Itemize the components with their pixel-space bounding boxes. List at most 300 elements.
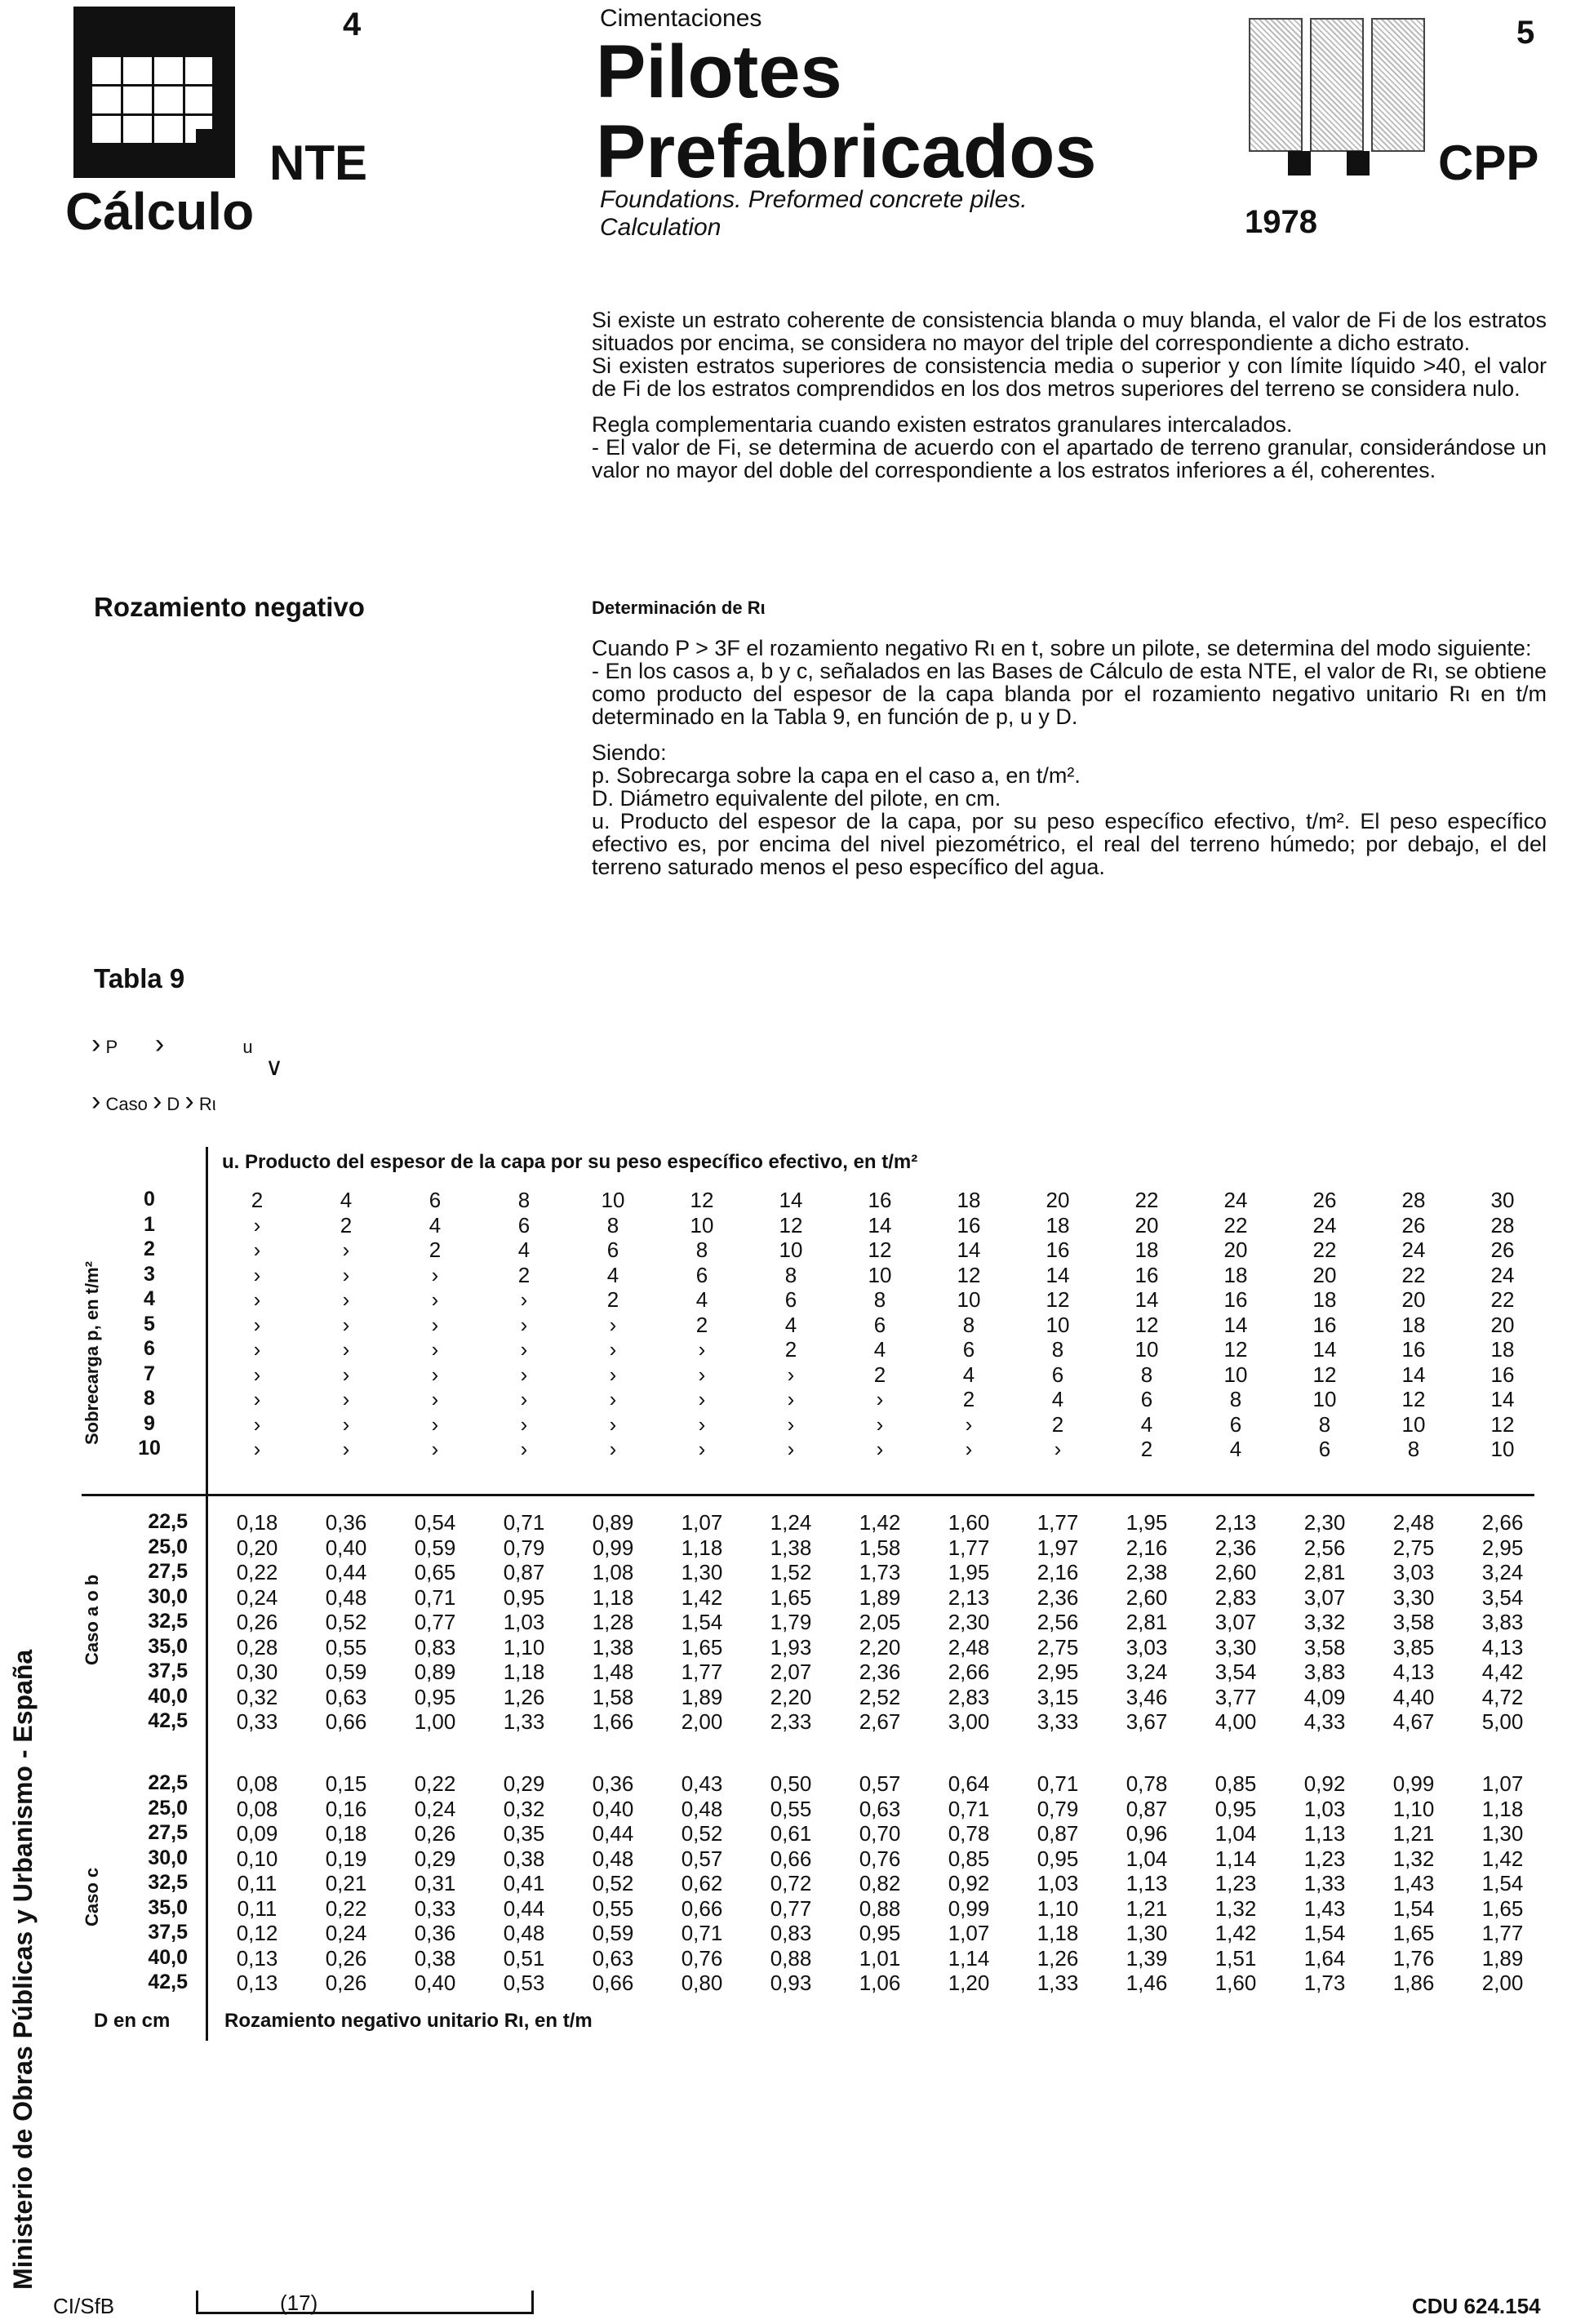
table-cell: 0,13 — [236, 1971, 278, 1995]
table-cell: 1,26 — [503, 1684, 545, 1709]
table-cell: 1,03 — [1303, 1796, 1346, 1821]
table-cell: 2,13 — [948, 1584, 990, 1610]
table-cell: 8 — [1051, 1337, 1064, 1362]
table-cell: 0,77 — [770, 1895, 812, 1921]
table-cell: 3,24 — [1481, 1560, 1524, 1584]
table-cell: 0,18 — [236, 1510, 278, 1535]
table-cell: 0,26 — [236, 1610, 278, 1634]
table-cell: 8 — [517, 1188, 531, 1212]
table-cell: 0,33 — [236, 1709, 278, 1734]
table-cell: 2,30 — [948, 1610, 990, 1634]
table-cell: › — [698, 1411, 706, 1437]
table-cell: 4,13 — [1481, 1634, 1524, 1660]
table-cell: 22 — [1134, 1188, 1159, 1212]
table-cell: 1,33 — [503, 1709, 545, 1734]
table-cell: › — [876, 1387, 884, 1411]
cisfb: CI/SfB — [53, 2294, 115, 2318]
intro-p2: Si existen estratos superiores de consistencia media o superior y con límite líquido >40, el valor de Fi de los estratos comprendidos en los dos metros superiores del terreno se considera nulo. — [592, 353, 1547, 401]
table-cell: 3,07 — [1303, 1584, 1346, 1610]
table-cell: 1,23 — [1303, 1846, 1346, 1871]
subtitle-line2: Calculation — [600, 214, 721, 241]
table-cell: 0,54 — [414, 1510, 456, 1535]
table-cell: 20 — [1401, 1287, 1426, 1312]
table-cell: 2 — [251, 1188, 264, 1212]
row-label: 2 — [144, 1238, 155, 1260]
table-cell: › — [520, 1411, 528, 1437]
row-label: 25,0 — [148, 1796, 188, 1820]
table-cell: › — [520, 1337, 528, 1362]
table-cell: 1,18 — [592, 1584, 634, 1610]
table-cell: 0,52 — [592, 1871, 634, 1895]
page-number-left: 4 — [343, 7, 362, 42]
table-cell: › — [698, 1337, 706, 1362]
table-cell: 22 — [1401, 1262, 1426, 1287]
table-cell: 2,38 — [1125, 1560, 1168, 1584]
table-cell: 14 — [1312, 1337, 1337, 1362]
table-cell: 6 — [1140, 1387, 1153, 1411]
table-cell: 4 — [1229, 1437, 1242, 1461]
table-cell: 0,92 — [948, 1871, 990, 1895]
table-cell: 1,32 — [1214, 1895, 1257, 1921]
table-cell: 0,53 — [503, 1971, 545, 1995]
table-cell: 10 — [1223, 1362, 1248, 1387]
table-cell: 12 — [957, 1262, 981, 1287]
row-label: 40,0 — [148, 1684, 188, 1708]
table-cell: 4,00 — [1214, 1709, 1257, 1734]
table-cell: › — [787, 1437, 795, 1461]
table-cell: 4,33 — [1303, 1709, 1346, 1734]
table-cell: 4 — [340, 1188, 353, 1212]
table-cell: › — [342, 1312, 350, 1337]
table-cell: 3,03 — [1125, 1634, 1168, 1660]
table-cell: 2,66 — [1481, 1510, 1524, 1535]
table-cell: 0,48 — [681, 1796, 723, 1821]
table-cell: 1,60 — [948, 1510, 990, 1535]
table-cell: 0,99 — [1392, 1771, 1435, 1796]
table-cell: 2 — [1140, 1437, 1153, 1461]
table-cell: 8 — [695, 1238, 708, 1262]
table-cell: 8 — [784, 1262, 797, 1287]
table-cell: 2,05 — [859, 1610, 901, 1634]
row-label: 7 — [144, 1362, 155, 1385]
row-label: 37,5 — [148, 1921, 188, 1944]
table-cell: › — [698, 1387, 706, 1411]
table-cell: › — [342, 1411, 350, 1437]
table-cell: 0,95 — [859, 1921, 901, 1945]
table-cell: 1,42 — [1481, 1846, 1524, 1871]
table-cell: 10 — [957, 1287, 981, 1312]
table-cell: 0,66 — [592, 1971, 634, 1995]
section-calculo: Cálculo — [65, 182, 255, 241]
table-cell: 0,11 — [237, 1871, 277, 1895]
table-cell: 2,36 — [1214, 1535, 1257, 1560]
table-cell: 3,46 — [1125, 1684, 1168, 1709]
table-cell: 0,80 — [681, 1971, 723, 1995]
table-cell: 1,66 — [592, 1709, 634, 1734]
row-label: 5 — [144, 1312, 155, 1335]
table-cell: 3,32 — [1303, 1610, 1346, 1634]
table-cell: 18 — [1046, 1212, 1070, 1238]
table-cell: 0,08 — [236, 1796, 278, 1821]
table-divider-vertical — [206, 1147, 208, 2041]
table-cell: 0,95 — [1037, 1846, 1079, 1871]
table-cell: 2,56 — [1037, 1610, 1079, 1634]
table-cell: › — [609, 1387, 617, 1411]
table-cell: 0,31 — [414, 1871, 456, 1895]
footer-r: Rozamiento negativo unitario Rι, en t/m — [224, 2010, 593, 2032]
ministry-label: Ministerio de Obras Públicas y Urbanismo - España — [8, 1649, 38, 2290]
table-cell: 6 — [428, 1188, 442, 1212]
table-cell: › — [520, 1437, 528, 1461]
cisfb-box — [196, 2291, 534, 2314]
table-cell: 6 — [1229, 1411, 1242, 1437]
table-cell: 0,19 — [325, 1846, 367, 1871]
table-cell: 0,24 — [236, 1584, 278, 1610]
table-cell: 10 — [1401, 1411, 1426, 1437]
table-cell: 0,50 — [770, 1771, 812, 1796]
table-cell: 2,81 — [1303, 1560, 1346, 1584]
side-heading-rozamiento: Rozamiento negativo — [94, 592, 365, 622]
table-cell: 22 — [1223, 1212, 1248, 1238]
row-label: 30,0 — [148, 1846, 188, 1869]
table-cell: › — [698, 1437, 706, 1461]
table-cell: 3,83 — [1481, 1610, 1524, 1634]
table-cell: 2 — [873, 1362, 886, 1387]
label-sobrecarga: Sobrecarga p, en t/m² — [82, 1261, 102, 1445]
table-cell: 30 — [1490, 1188, 1515, 1212]
row-label: 37,5 — [148, 1660, 188, 1682]
table-cell: 3,33 — [1037, 1709, 1079, 1734]
table-cell: 18 — [1312, 1287, 1337, 1312]
table-cell: 0,26 — [325, 1971, 367, 1995]
table-cell: 1,08 — [592, 1560, 634, 1584]
table-cell: 0,44 — [592, 1821, 634, 1846]
table-cell: 3,15 — [1037, 1684, 1079, 1709]
table-cell: › — [520, 1312, 528, 1337]
table-cell: 0,63 — [325, 1684, 367, 1709]
table-cell: 0,83 — [414, 1634, 456, 1660]
title-line2: Prefabricados — [596, 110, 1097, 193]
table-cell: › — [520, 1287, 528, 1312]
row-label: 42,5 — [148, 1709, 188, 1732]
table-cell: › — [965, 1411, 973, 1437]
table-cell: 2,36 — [859, 1660, 901, 1684]
table-cell: 0,26 — [414, 1821, 456, 1846]
table-cell: 1,89 — [1481, 1945, 1524, 1971]
table-cell: 24 — [1312, 1212, 1337, 1238]
row-label: 35,0 — [148, 1895, 188, 1919]
table-cell: 24 — [1401, 1238, 1426, 1262]
table-cell: › — [431, 1337, 439, 1362]
table-cell: › — [342, 1287, 350, 1312]
table-cell: › — [431, 1312, 439, 1337]
table-cell: 3,07 — [1214, 1610, 1257, 1634]
table-cell: 2,16 — [1037, 1560, 1079, 1584]
table-cell: 2,60 — [1125, 1584, 1168, 1610]
table-cell: 0,64 — [948, 1771, 990, 1796]
table-cell: › — [431, 1387, 439, 1411]
table-cell: 2 — [695, 1312, 708, 1337]
table-cell: 0,22 — [414, 1771, 456, 1796]
table-cell: 1,10 — [1037, 1895, 1079, 1921]
table-cell: 0,88 — [859, 1895, 901, 1921]
def-p: p. Sobrecarga sobre la capa en el caso a, en t/m². — [592, 763, 1081, 788]
table-cell: 1,42 — [859, 1510, 901, 1535]
table-cell: 8 — [1140, 1362, 1153, 1387]
table-cell: 12 — [1223, 1337, 1248, 1362]
arrow-icon: › — [91, 1029, 101, 1060]
def-d: D. Diámetro equivalente del pilote, en cm. — [592, 786, 1001, 811]
table-cell: 0,15 — [325, 1771, 367, 1796]
diagram-caso: Caso — [105, 1094, 148, 1114]
table-cell: 1,38 — [592, 1634, 634, 1660]
table-cell: 0,59 — [325, 1660, 367, 1684]
table-cell: 20 — [1223, 1238, 1248, 1262]
table-cell: 6 — [606, 1238, 619, 1262]
table-cell: 1,86 — [1392, 1971, 1435, 1995]
table-cell: 0,57 — [681, 1846, 723, 1871]
table-cell: 0,48 — [592, 1846, 634, 1871]
table-cell: 1,26 — [1037, 1945, 1079, 1971]
table-cell: 4,72 — [1481, 1684, 1524, 1709]
table-divider-horizontal — [82, 1494, 1534, 1496]
table-cell: 24 — [1490, 1262, 1515, 1287]
table-cell: 2,48 — [948, 1634, 990, 1660]
row-label: 6 — [144, 1337, 155, 1360]
table-cell: › — [431, 1437, 439, 1461]
code-cpp: CPP — [1438, 136, 1539, 190]
table-cell: 0,72 — [770, 1871, 812, 1895]
table-cell: › — [787, 1411, 795, 1437]
table-cell: 1,01 — [859, 1945, 901, 1971]
table-cell: 20 — [1134, 1212, 1159, 1238]
footer-d: D en cm — [94, 2010, 171, 2032]
table-cell: 28 — [1401, 1188, 1426, 1212]
table-cell: 1,42 — [1214, 1921, 1257, 1945]
table-cell: 10 — [1046, 1312, 1070, 1337]
table-cell: 1,10 — [1392, 1796, 1435, 1821]
row-label: 32,5 — [148, 1871, 188, 1894]
table-cell: 2,52 — [859, 1684, 901, 1709]
row-label: 3 — [144, 1262, 155, 1286]
table-cell: 1,04 — [1125, 1846, 1168, 1871]
table-cell: › — [609, 1362, 617, 1387]
table-cell: 1,79 — [770, 1610, 812, 1634]
table-cell: 1,07 — [681, 1510, 723, 1535]
table-cell: › — [253, 1287, 261, 1312]
table-cell: 0,63 — [859, 1796, 901, 1821]
intro-text — [592, 309, 1547, 482]
table-cell: 26 — [1312, 1188, 1337, 1212]
table-cell: 0,55 — [770, 1796, 812, 1821]
table-cell: › — [431, 1362, 439, 1387]
table-cell: 1,93 — [770, 1634, 812, 1660]
table-cell: 1,18 — [681, 1535, 723, 1560]
table-cell: 18 — [1223, 1262, 1248, 1287]
row-label: 27,5 — [148, 1821, 188, 1844]
table-cell: 3,77 — [1214, 1684, 1257, 1709]
table-cell: 0,40 — [592, 1796, 634, 1821]
table-cell: 4,67 — [1392, 1709, 1435, 1734]
table-cell: › — [253, 1212, 261, 1238]
table-cell: 3,85 — [1392, 1634, 1435, 1660]
table-cell: 0,95 — [503, 1584, 545, 1610]
table-cell: 1,07 — [1481, 1771, 1524, 1796]
table-cell: 0,59 — [414, 1535, 456, 1560]
table-cell: 0,35 — [503, 1821, 545, 1846]
table-cell: 1,13 — [1303, 1821, 1346, 1846]
pile-head-icon — [1288, 151, 1311, 176]
table-cell: 16 — [1046, 1238, 1070, 1262]
table-cell: 1,65 — [1392, 1921, 1435, 1945]
label-caso-c: Caso c — [82, 1867, 102, 1926]
category: Cimentaciones — [600, 5, 762, 32]
table-cell: 0,52 — [681, 1821, 723, 1846]
table-cell: 0,36 — [325, 1510, 367, 1535]
table-cell: 2 — [1051, 1411, 1064, 1437]
table-cell: › — [342, 1437, 350, 1461]
table-cell: › — [431, 1287, 439, 1312]
table-cell: 1,43 — [1303, 1895, 1346, 1921]
table-cell: 18 — [957, 1188, 981, 1212]
table-cell: 4 — [1051, 1387, 1064, 1411]
table-cell: 2 — [517, 1262, 531, 1287]
table-cell: 12 — [690, 1188, 714, 1212]
table-cell: 0,66 — [325, 1709, 367, 1734]
table-cell: › — [876, 1437, 884, 1461]
table-cell: 6 — [1051, 1362, 1064, 1387]
table-cell: 2,48 — [1392, 1510, 1435, 1535]
table-cell: 1,54 — [681, 1610, 723, 1634]
table-cell: 1,64 — [1303, 1945, 1346, 1971]
section-text — [592, 637, 1547, 878]
table-cell: 0,89 — [592, 1510, 634, 1535]
table-cell: 1,58 — [592, 1684, 634, 1709]
table-cell: 22 — [1312, 1238, 1337, 1262]
table-cell: 1,18 — [1481, 1796, 1524, 1821]
row-label: 4 — [144, 1287, 155, 1310]
table-cell: 14 — [1134, 1287, 1159, 1312]
def-u: u. Producto del espesor de la capa, por su peso específico efectivo, t/m². El peso específico efectivo es, por encima del nivel piezométrico, el real del terreno húmedo; por debajo, el del terreno saturado menos el peso específico del agua. — [592, 809, 1547, 879]
table-cell: 0,76 — [859, 1846, 901, 1871]
table-cell: 8 — [873, 1287, 886, 1312]
table-cell: 1,73 — [1303, 1971, 1346, 1995]
cdu: CDU 624.154 — [1412, 2294, 1541, 2318]
table-cell: 2,56 — [1303, 1535, 1346, 1560]
table-cell: 0,28 — [236, 1634, 278, 1660]
arrow-icon: › — [184, 1086, 194, 1117]
table-cell: 1,54 — [1392, 1895, 1435, 1921]
row-label: 8 — [144, 1387, 155, 1410]
table-cell: 1,65 — [681, 1634, 723, 1660]
table-cell: 14 — [1401, 1362, 1426, 1387]
table-cell: › — [253, 1387, 261, 1411]
pile-head-icon — [1347, 151, 1370, 176]
table-cell: 0,08 — [236, 1771, 278, 1796]
table-cell: 1,46 — [1125, 1971, 1168, 1995]
table-cell: 0,22 — [325, 1895, 367, 1921]
table-cell: 4 — [606, 1262, 619, 1287]
table-cell: 0,13 — [236, 1945, 278, 1971]
table-cell: › — [253, 1437, 261, 1461]
row-label: 35,0 — [148, 1634, 188, 1658]
table-cell: 0,36 — [414, 1921, 456, 1945]
table-cell: 0,71 — [1037, 1771, 1079, 1796]
page-number-right: 5 — [1516, 15, 1535, 51]
table-cell: 14 — [868, 1212, 892, 1238]
table-cell: › — [253, 1411, 261, 1437]
table-cell: › — [431, 1411, 439, 1437]
table-cell: › — [787, 1387, 795, 1411]
table-cell: 0,33 — [414, 1895, 456, 1921]
table-cell: 1,38 — [770, 1535, 812, 1560]
table-cell: 0,55 — [325, 1634, 367, 1660]
table-cell: › — [609, 1312, 617, 1337]
table-cell: 10 — [1312, 1387, 1337, 1411]
table-cell: 2,60 — [1214, 1560, 1257, 1584]
table-cell: 2,95 — [1481, 1535, 1524, 1560]
table-cell: 0,87 — [1037, 1821, 1079, 1846]
title-line1: Pilotes — [596, 30, 842, 113]
table-cell: 0,71 — [948, 1796, 990, 1821]
table-cell: 3,58 — [1392, 1610, 1435, 1634]
section-p2: - En los casos a, b y c, señalados en las Bases de Cálculo de esta NTE, el valor de Rι, se obtiene como producto del espesor de la capa blanda por el rozamiento negativo unitario Rι en t/m determinado en la Tabla 9, en función de p, u y D. — [592, 659, 1547, 729]
table-cell: 4 — [873, 1337, 886, 1362]
english-subtitle — [600, 186, 1028, 242]
table-cell: 1,14 — [948, 1945, 990, 1971]
table-cell: › — [787, 1362, 795, 1387]
arrow-icon: › — [91, 1086, 101, 1117]
table-cell: 18 — [1134, 1238, 1159, 1262]
table-cell: 0,99 — [592, 1535, 634, 1560]
table-cell: 0,83 — [770, 1921, 812, 1945]
table-cell: 2,81 — [1125, 1610, 1168, 1634]
year: 1978 — [1245, 204, 1317, 240]
table-cell: 0,21 — [325, 1871, 367, 1895]
row-label: 42,5 — [148, 1971, 188, 1993]
table-cell: 0,65 — [414, 1560, 456, 1584]
table-cell: › — [342, 1387, 350, 1411]
table-cell: 5,00 — [1481, 1709, 1524, 1734]
table-cell: 1,20 — [948, 1971, 990, 1995]
table-cell: 4 — [428, 1212, 442, 1238]
table-cell: 16 — [1134, 1262, 1159, 1287]
table-cell: 1,21 — [1125, 1895, 1168, 1921]
table-cell: 12 — [1490, 1411, 1515, 1437]
table-cell: 14 — [1223, 1312, 1248, 1337]
table-cell: 4 — [517, 1238, 531, 1262]
table-cell: 1,77 — [1481, 1921, 1524, 1945]
table-cell: 16 — [957, 1212, 981, 1238]
table-cell: › — [342, 1362, 350, 1387]
table-cell: 0,59 — [592, 1921, 634, 1945]
row-label: 27,5 — [148, 1560, 188, 1583]
table-cell: 0,57 — [859, 1771, 901, 1796]
table-cell: 10 — [1490, 1437, 1515, 1461]
table-cell: 3,58 — [1303, 1634, 1346, 1660]
table-cell: 0,41 — [503, 1871, 545, 1895]
row-label: 40,0 — [148, 1945, 188, 1969]
table-cell: 2,13 — [1214, 1510, 1257, 1535]
table-cell: 2,33 — [770, 1709, 812, 1734]
table-cell: 12 — [1312, 1362, 1337, 1387]
table-cell: › — [342, 1337, 350, 1362]
table-cell: 10 — [690, 1212, 714, 1238]
subtitle-line1: Foundations. Preformed concrete piles. — [600, 186, 1028, 213]
down-arrow-icon: ∨ — [265, 1054, 283, 1081]
table-cell: 26 — [1401, 1212, 1426, 1238]
table-cell: 0,18 — [325, 1821, 367, 1846]
